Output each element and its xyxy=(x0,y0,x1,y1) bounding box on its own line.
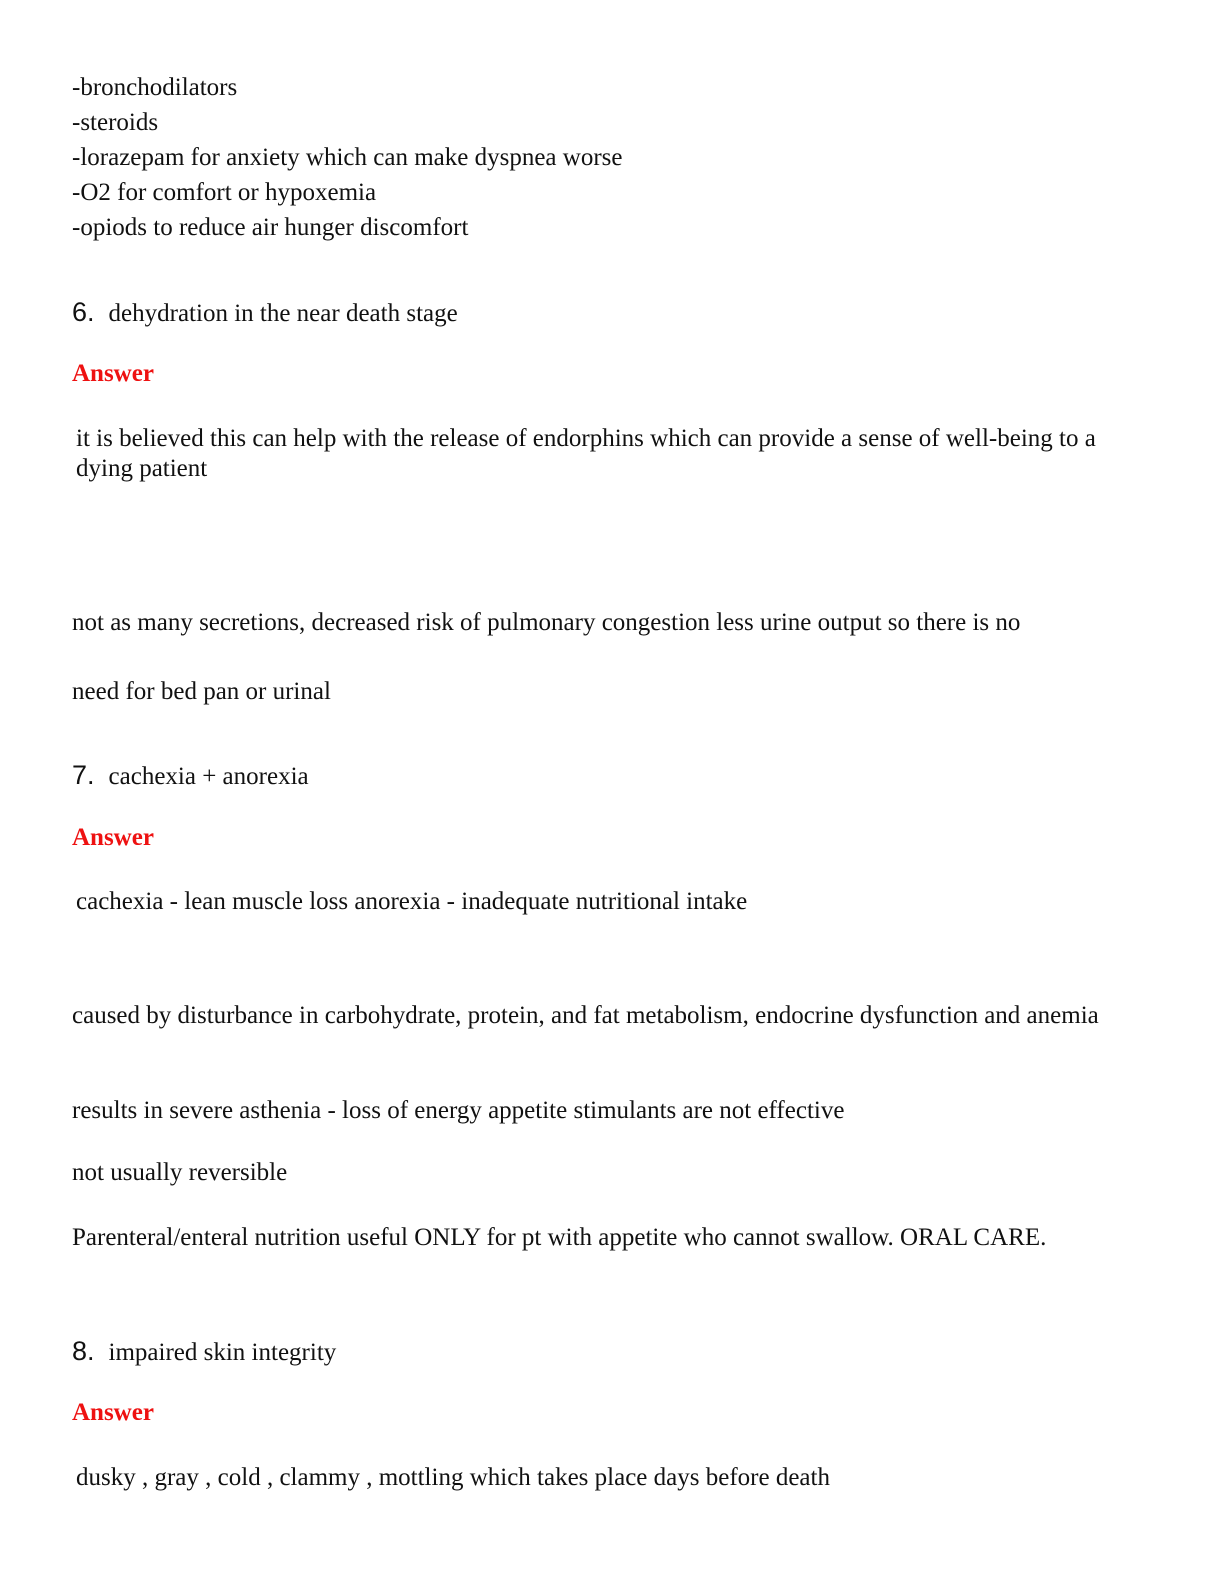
list-item-steroids: -steroids xyxy=(72,109,159,136)
answer-6-extra-1: not as many secretions, decreased risk of pulmonary congestion less urine output so there is no xyxy=(72,609,1021,636)
answer-7-label: Answer xyxy=(72,824,154,851)
list-item-opioids: -opiods to reduce air hunger discomfort xyxy=(72,214,469,241)
question-8-text: impaired skin integrity xyxy=(108,1339,337,1366)
answer-7-text: cachexia - lean muscle loss anorexia - inadequate nutritional intake xyxy=(76,888,748,915)
list-item-lorazepam: -lorazepam for anxiety which can make dyspnea worse xyxy=(72,144,623,171)
answer-6-label: Answer xyxy=(72,360,154,387)
question-7 xyxy=(72,760,309,792)
question-7-text: cachexia + anorexia xyxy=(108,763,309,790)
answer-6-text: it is believed this can help with the release of endorphins which can provide a sense of well-being to a dying patient xyxy=(76,425,1096,482)
question-8 xyxy=(72,1336,336,1368)
answer-7-extra-4: Parenteral/enteral nutrition useful ONLY for pt with appetite who cannot swallow. ORAL CARE. xyxy=(72,1224,1047,1251)
question-7-number: 7. xyxy=(72,760,95,790)
question-6-text: dehydration in the near death stage xyxy=(108,300,458,327)
answer-8-text: dusky , gray , cold , clammy , mottling which takes place days before death xyxy=(76,1464,830,1491)
answer-7-extra-1: caused by disturbance in carbohydrate, protein, and fat metabolism, endocrine dysfunction and anemia xyxy=(72,1002,1099,1029)
answer-6-extra-2: need for bed pan or urinal xyxy=(72,678,331,705)
question-6-number: 6. xyxy=(72,297,95,327)
answer-7-extra-2: results in severe asthenia - loss of energy appetite stimulants are not effective xyxy=(72,1097,845,1124)
question-8-number: 8. xyxy=(72,1336,95,1366)
answer-7-extra-3: not usually reversible xyxy=(72,1159,288,1186)
list-item-oxygen: -O2 for comfort or hypoxemia xyxy=(72,179,377,206)
question-6 xyxy=(72,297,458,329)
answer-8-label: Answer xyxy=(72,1399,154,1426)
list-item-bronchodilators: -bronchodilators xyxy=(72,74,238,101)
